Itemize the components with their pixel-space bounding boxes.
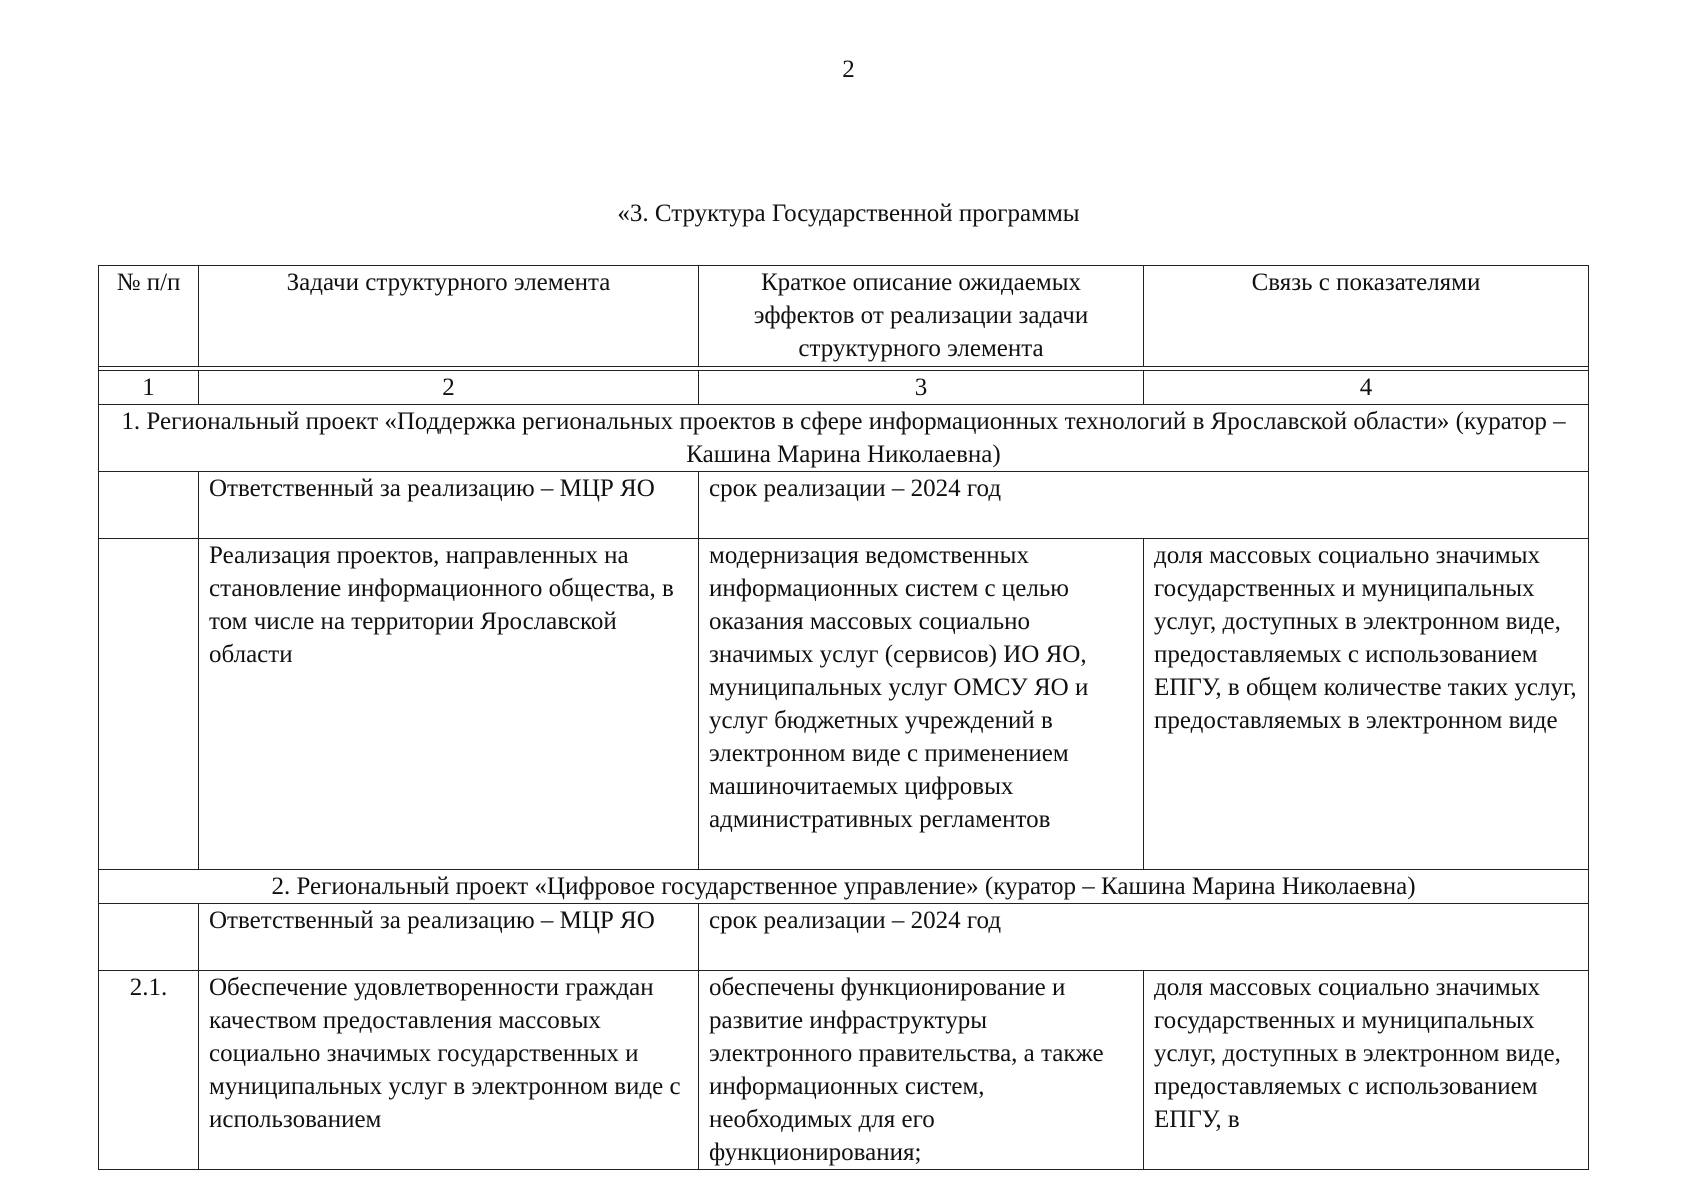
section-2-title-row [99,870,1589,904]
row-1-effect: модернизация ведомственных информационных систем с целью оказания массовых социально значимых услуг (сервисов) ИО ЯО, муниципальных услуг ОМСУ ЯО и услуг бюджетных учреждений в электронном виде с применением машиночитаемых цифровых административных регламентов [699,539,1144,870]
header-effects: Краткое описание ожидаемых эффектов от реализации задачи структурного элемента [699,266,1144,367]
row-1-num [99,539,199,870]
header-indicators: Связь с показателями [1144,266,1589,367]
row-1-task: Реализация проектов, направленных на становление информационного общества, в том числе на территории Ярославской области [199,539,699,870]
table-header-row [99,266,1589,367]
section-1-responsible: Ответственный за реализацию – МЦР ЯО [199,472,699,539]
column-number-4: 4 [1144,371,1589,405]
column-number-2: 2 [199,371,699,405]
column-number-3: 3 [699,371,1144,405]
section-1-term: срок реализации – 2024 год [699,472,1589,539]
page-number: 2 [842,56,855,83]
section-2-responsible-row [99,904,1589,971]
header-num: № п/п [99,266,199,367]
row-1-indicator: доля массовых социально значимых государственных и муниципальных услуг, доступных в электронном виде, предоставляемых с использованием ЕПГУ, в общем количестве таких услуг, предоставляемых в электронном виде [1144,539,1589,870]
section-2-term: срок реализации – 2024 год [699,904,1589,971]
section-2-responsible-num [99,904,199,971]
table-row [99,539,1589,870]
section-2-title: 2. Региональный проект «Цифровое государственное управление» (куратор – Кашина Марина Николаевна) [99,870,1589,904]
row-2-1-task: Обеспечение удовлетворенности граждан качеством предоставления массовых социально значимых государственных и муниципальных услуг в электронном виде с использованием [199,971,699,1170]
section-2-responsible: Ответственный за реализацию – МЦР ЯО [199,904,699,971]
column-number-1: 1 [99,371,199,405]
document-title: «3. Структура Государственной программы [617,200,1080,227]
column-number-row [99,371,1589,405]
row-2-1-num: 2.1. [99,971,199,1170]
table-row [99,971,1589,1170]
section-1-title-row [99,405,1589,472]
section-1-title: 1. Региональный проект «Поддержка региональных проектов в сфере информационных технологий в Ярославской области» (куратор – Кашина Марина Николаевна) [99,405,1589,472]
section-1-responsible-row [99,472,1589,539]
section-1-responsible-num [99,472,199,539]
row-2-1-effect: обеспечены функционирование и развитие инфраструктуры электронного правительства, а также информационных систем, необходимых для его функционирования; [699,971,1144,1170]
header-tasks: Задачи структурного элемента [199,266,699,367]
program-structure-table [98,265,1589,1170]
row-2-1-indicator: доля массовых социально значимых государственных и муниципальных услуг, доступных в электронном виде, предоставляемых с использованием ЕПГУ, в [1144,971,1589,1170]
